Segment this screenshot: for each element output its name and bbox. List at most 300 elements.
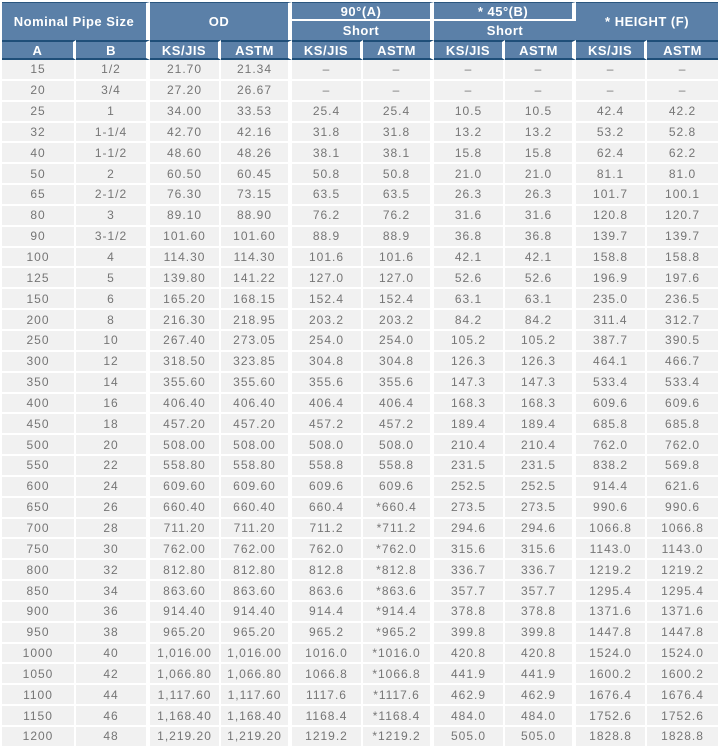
cell-od-ksjis: 101.60 [150, 227, 221, 248]
cell-45b-astm: – [505, 81, 576, 102]
cell-height-astm: 62.2 [647, 143, 718, 164]
cell-a: 100 [2, 248, 76, 269]
cell-90a-ksjis: 406.4 [292, 394, 363, 415]
cell-od-ksjis: 139.80 [150, 268, 221, 289]
cell-45b-astm: 13.2 [505, 123, 576, 144]
cell-a: 700 [2, 519, 76, 540]
cell-od-astm: 88.90 [221, 206, 292, 227]
cell-height-astm: 990.6 [647, 498, 718, 519]
cell-height-ksjis: 685.8 [576, 414, 647, 435]
table-row [2, 310, 718, 331]
cell-height-astm: 312.7 [647, 310, 718, 331]
cell-od-astm: 1,219.20 [221, 727, 292, 748]
cell-b: 2-1/2 [76, 185, 150, 206]
cell-height-astm: 52.8 [647, 123, 718, 144]
cell-90a-astm: *1016.0 [363, 644, 434, 665]
table-row [2, 519, 718, 540]
cell-height-astm: 1371.6 [647, 602, 718, 623]
cell-od-astm: 965.20 [221, 623, 292, 644]
cell-45b-astm: 484.0 [505, 706, 576, 727]
cell-45b-ksjis: 505.0 [434, 727, 505, 748]
cell-od-ksjis: 318.50 [150, 352, 221, 373]
subheader-90a-astm: ASTM [363, 40, 434, 60]
cell-height-astm: 1524.0 [647, 644, 718, 665]
cell-od-astm: 711.20 [221, 519, 292, 540]
cell-b: 1-1/4 [76, 123, 150, 144]
cell-45b-ksjis: 231.5 [434, 456, 505, 477]
cell-height-astm: 1600.2 [647, 664, 718, 685]
cell-height-astm: 236.5 [647, 289, 718, 310]
cell-height-ksjis: 1447.8 [576, 623, 647, 644]
cell-45b-ksjis: 336.7 [434, 560, 505, 581]
table-row [2, 102, 718, 123]
cell-a: 850 [2, 581, 76, 602]
cell-90a-ksjis: 76.2 [292, 206, 363, 227]
cell-od-astm: 42.16 [221, 123, 292, 144]
cell-b: 3/4 [76, 81, 150, 102]
table-row [2, 623, 718, 644]
cell-90a-ksjis: – [292, 60, 363, 81]
cell-45b-ksjis: 126.3 [434, 352, 505, 373]
cell-b: 34 [76, 581, 150, 602]
cell-45b-astm: 21.0 [505, 164, 576, 185]
cell-b: 3-1/2 [76, 227, 150, 248]
cell-90a-ksjis: 50.8 [292, 164, 363, 185]
cell-90a-astm: *812.8 [363, 560, 434, 581]
cell-height-astm: 569.8 [647, 456, 718, 477]
cell-90a-ksjis: 609.6 [292, 477, 363, 498]
cell-height-astm: 158.8 [647, 248, 718, 269]
cell-90a-astm: – [363, 60, 434, 81]
cell-od-astm: 48.26 [221, 143, 292, 164]
cell-height-ksjis: 533.4 [576, 373, 647, 394]
cell-height-astm: 390.5 [647, 331, 718, 352]
cell-45b-astm: 462.9 [505, 685, 576, 706]
header-group-row [2, 2, 718, 21]
table-row [2, 143, 718, 164]
cell-90a-astm: 406.4 [363, 394, 434, 415]
cell-b: 5 [76, 268, 150, 289]
cell-od-ksjis: 711.20 [150, 519, 221, 540]
cell-height-astm: 1828.8 [647, 727, 718, 748]
cell-a: 500 [2, 435, 76, 456]
cell-45b-ksjis: 36.8 [434, 227, 505, 248]
cell-45b-astm: 231.5 [505, 456, 576, 477]
table-row [2, 394, 718, 415]
cell-a: 1150 [2, 706, 76, 727]
cell-od-astm: 355.60 [221, 373, 292, 394]
cell-45b-astm: 505.0 [505, 727, 576, 748]
cell-a: 125 [2, 268, 76, 289]
cell-90a-ksjis: 203.2 [292, 310, 363, 331]
cell-height-ksjis: 235.0 [576, 289, 647, 310]
cell-od-ksjis: 406.40 [150, 394, 221, 415]
cell-od-astm: 60.45 [221, 164, 292, 185]
cell-od-astm: 26.67 [221, 81, 292, 102]
cell-a: 600 [2, 477, 76, 498]
cell-45b-ksjis: 21.0 [434, 164, 505, 185]
cell-45b-ksjis: 42.1 [434, 248, 505, 269]
cell-b: 1/2 [76, 60, 150, 81]
cell-od-ksjis: 457.20 [150, 414, 221, 435]
cell-od-ksjis: 1,016.00 [150, 644, 221, 665]
cell-b: 10 [76, 331, 150, 352]
cell-height-astm: 685.8 [647, 414, 718, 435]
cell-od-ksjis: 965.20 [150, 623, 221, 644]
table-row [2, 227, 718, 248]
cell-height-ksjis: 139.7 [576, 227, 647, 248]
cell-90a-ksjis: – [292, 81, 363, 102]
cell-90a-ksjis: 254.0 [292, 331, 363, 352]
cell-90a-astm: *914.4 [363, 602, 434, 623]
cell-90a-ksjis: 1219.2 [292, 727, 363, 748]
cell-a: 1000 [2, 644, 76, 665]
cell-a: 25 [2, 102, 76, 123]
cell-od-astm: 323.85 [221, 352, 292, 373]
cell-od-ksjis: 863.60 [150, 581, 221, 602]
cell-90a-astm: 558.8 [363, 456, 434, 477]
cell-od-astm: 21.34 [221, 60, 292, 81]
cell-b: 26 [76, 498, 150, 519]
cell-od-astm: 1,066.80 [221, 664, 292, 685]
pipe-dimensions-table [2, 2, 718, 748]
table-row [2, 435, 718, 456]
cell-a: 400 [2, 394, 76, 415]
cell-90a-astm: *1066.8 [363, 664, 434, 685]
cell-a: 20 [2, 81, 76, 102]
cell-45b-astm: 36.8 [505, 227, 576, 248]
cell-a: 300 [2, 352, 76, 373]
cell-height-astm: 621.6 [647, 477, 718, 498]
subheader-height-ksjis: KS/JIS [576, 40, 647, 60]
subheader-height-astm: ASTM [647, 40, 718, 60]
cell-90a-ksjis: 38.1 [292, 143, 363, 164]
cell-od-ksjis: 76.30 [150, 185, 221, 206]
header-height-f: * HEIGHT (F) [576, 2, 718, 40]
cell-45b-astm: 147.3 [505, 373, 576, 394]
cell-45b-astm: 315.6 [505, 539, 576, 560]
table-header [2, 2, 718, 60]
cell-45b-ksjis: 399.8 [434, 623, 505, 644]
cell-90a-ksjis: 1016.0 [292, 644, 363, 665]
table-row [2, 414, 718, 435]
cell-45b-astm: 210.4 [505, 435, 576, 456]
table-row [2, 352, 718, 373]
table-row [2, 581, 718, 602]
cell-b: 6 [76, 289, 150, 310]
cell-od-astm: 660.40 [221, 498, 292, 519]
cell-90a-astm: 88.9 [363, 227, 434, 248]
cell-od-astm: 762.00 [221, 539, 292, 560]
cell-90a-ksjis: 25.4 [292, 102, 363, 123]
cell-90a-astm: 457.2 [363, 414, 434, 435]
cell-height-astm: 1066.8 [647, 519, 718, 540]
cell-od-astm: 1,168.40 [221, 706, 292, 727]
cell-b: 20 [76, 435, 150, 456]
table-row [2, 706, 718, 727]
cell-height-astm: 466.7 [647, 352, 718, 373]
cell-45b-ksjis: 189.4 [434, 414, 505, 435]
cell-45b-ksjis: 441.9 [434, 664, 505, 685]
cell-45b-ksjis: 357.7 [434, 581, 505, 602]
cell-od-astm: 558.80 [221, 456, 292, 477]
cell-od-astm: 1,117.60 [221, 685, 292, 706]
cell-90a-astm: 127.0 [363, 268, 434, 289]
cell-b: 28 [76, 519, 150, 540]
cell-od-astm: 218.95 [221, 310, 292, 331]
cell-height-astm: 1752.6 [647, 706, 718, 727]
subheader-a: A [2, 40, 76, 60]
cell-a: 80 [2, 206, 76, 227]
cell-45b-astm: 52.6 [505, 268, 576, 289]
cell-height-astm: 197.6 [647, 268, 718, 289]
cell-90a-astm: 152.4 [363, 289, 434, 310]
cell-90a-astm: *660.4 [363, 498, 434, 519]
table-row [2, 602, 718, 623]
cell-a: 15 [2, 60, 76, 81]
cell-a: 1100 [2, 685, 76, 706]
cell-45b-astm: – [505, 60, 576, 81]
cell-b: 4 [76, 248, 150, 269]
table-row [2, 185, 718, 206]
cell-90a-ksjis: 1168.4 [292, 706, 363, 727]
cell-od-astm: 168.15 [221, 289, 292, 310]
cell-90a-ksjis: 304.8 [292, 352, 363, 373]
cell-height-astm: 762.0 [647, 435, 718, 456]
cell-height-ksjis: 1828.8 [576, 727, 647, 748]
cell-90a-astm: 50.8 [363, 164, 434, 185]
cell-b: 40 [76, 644, 150, 665]
cell-b: 42 [76, 664, 150, 685]
cell-height-ksjis: 838.2 [576, 456, 647, 477]
cell-90a-astm: *863.6 [363, 581, 434, 602]
cell-height-astm: 533.4 [647, 373, 718, 394]
cell-90a-ksjis: 660.4 [292, 498, 363, 519]
cell-od-ksjis: 355.60 [150, 373, 221, 394]
cell-45b-astm: 378.8 [505, 602, 576, 623]
cell-b: 36 [76, 602, 150, 623]
cell-height-ksjis: 1600.2 [576, 664, 647, 685]
cell-b: 32 [76, 560, 150, 581]
cell-45b-ksjis: 252.5 [434, 477, 505, 498]
cell-od-ksjis: 216.30 [150, 310, 221, 331]
cell-height-astm: 609.6 [647, 394, 718, 415]
cell-od-ksjis: 1,066.80 [150, 664, 221, 685]
cell-b: 14 [76, 373, 150, 394]
cell-a: 1050 [2, 664, 76, 685]
cell-a: 32 [2, 123, 76, 144]
header-45-b: * 45°(B) [434, 2, 576, 21]
cell-90a-astm: 25.4 [363, 102, 434, 123]
cell-90a-astm: 31.8 [363, 123, 434, 144]
cell-height-ksjis: 990.6 [576, 498, 647, 519]
cell-90a-ksjis: 914.4 [292, 602, 363, 623]
cell-90a-ksjis: 88.9 [292, 227, 363, 248]
cell-b: 1 [76, 102, 150, 123]
cell-od-ksjis: 660.40 [150, 498, 221, 519]
cell-b: 30 [76, 539, 150, 560]
cell-90a-ksjis: 1117.6 [292, 685, 363, 706]
cell-45b-astm: 441.9 [505, 664, 576, 685]
cell-90a-astm: *711.2 [363, 519, 434, 540]
cell-90a-astm: 304.8 [363, 352, 434, 373]
cell-90a-ksjis: 762.0 [292, 539, 363, 560]
cell-a: 40 [2, 143, 76, 164]
cell-height-ksjis: 609.6 [576, 394, 647, 415]
table-body [2, 60, 718, 748]
cell-od-ksjis: 609.60 [150, 477, 221, 498]
cell-90a-astm: 203.2 [363, 310, 434, 331]
cell-od-astm: 812.80 [221, 560, 292, 581]
cell-45b-astm: 42.1 [505, 248, 576, 269]
table-row [2, 664, 718, 685]
cell-45b-ksjis: 52.6 [434, 268, 505, 289]
table-row [2, 539, 718, 560]
cell-od-astm: 609.60 [221, 477, 292, 498]
cell-b: 1-1/2 [76, 143, 150, 164]
cell-od-ksjis: 42.70 [150, 123, 221, 144]
cell-45b-astm: 420.8 [505, 644, 576, 665]
cell-od-ksjis: 1,117.60 [150, 685, 221, 706]
cell-od-astm: 73.15 [221, 185, 292, 206]
cell-45b-ksjis: 15.8 [434, 143, 505, 164]
cell-od-astm: 457.20 [221, 414, 292, 435]
cell-45b-ksjis: 31.6 [434, 206, 505, 227]
cell-90a-ksjis: 31.8 [292, 123, 363, 144]
cell-a: 450 [2, 414, 76, 435]
cell-od-astm: 406.40 [221, 394, 292, 415]
cell-height-astm: 1295.4 [647, 581, 718, 602]
cell-height-ksjis: 62.4 [576, 143, 647, 164]
cell-90a-astm: 609.6 [363, 477, 434, 498]
cell-45b-astm: 105.2 [505, 331, 576, 352]
cell-od-ksjis: 27.20 [150, 81, 221, 102]
cell-90a-ksjis: 152.4 [292, 289, 363, 310]
cell-od-ksjis: 558.80 [150, 456, 221, 477]
cell-b: 3 [76, 206, 150, 227]
table-row [2, 331, 718, 352]
cell-height-astm: 1676.4 [647, 685, 718, 706]
cell-height-ksjis: 762.0 [576, 435, 647, 456]
cell-od-astm: 863.60 [221, 581, 292, 602]
cell-od-astm: 141.22 [221, 268, 292, 289]
cell-90a-ksjis: 965.2 [292, 623, 363, 644]
header-od: OD [150, 2, 292, 40]
table-row [2, 206, 718, 227]
cell-height-ksjis: 81.1 [576, 164, 647, 185]
table-row [2, 560, 718, 581]
cell-a: 150 [2, 289, 76, 310]
table-row [2, 248, 718, 269]
cell-a: 650 [2, 498, 76, 519]
subheader-45b-astm: ASTM [505, 40, 576, 60]
cell-90a-astm: *762.0 [363, 539, 434, 560]
cell-45b-ksjis: 147.3 [434, 373, 505, 394]
table-row [2, 268, 718, 289]
cell-height-astm: – [647, 81, 718, 102]
cell-90a-ksjis: 558.8 [292, 456, 363, 477]
cell-45b-astm: 357.7 [505, 581, 576, 602]
cell-45b-astm: 273.5 [505, 498, 576, 519]
cell-90a-ksjis: 711.2 [292, 519, 363, 540]
cell-45b-ksjis: 13.2 [434, 123, 505, 144]
cell-b: 46 [76, 706, 150, 727]
table-row [2, 164, 718, 185]
cell-a: 65 [2, 185, 76, 206]
cell-height-astm: – [647, 60, 718, 81]
subheader-od-astm: ASTM [221, 40, 292, 60]
cell-od-ksjis: 34.00 [150, 102, 221, 123]
cell-height-astm: 120.7 [647, 206, 718, 227]
cell-45b-ksjis: 273.5 [434, 498, 505, 519]
cell-45b-ksjis: 420.8 [434, 644, 505, 665]
cell-height-ksjis: 464.1 [576, 352, 647, 373]
cell-45b-astm: 10.5 [505, 102, 576, 123]
cell-90a-astm: 508.0 [363, 435, 434, 456]
cell-height-ksjis: 196.9 [576, 268, 647, 289]
cell-height-ksjis: 311.4 [576, 310, 647, 331]
header-45-b-short: Short [434, 21, 576, 40]
cell-a: 950 [2, 623, 76, 644]
cell-45b-ksjis: 84.2 [434, 310, 505, 331]
cell-height-ksjis: 42.4 [576, 102, 647, 123]
cell-height-astm: 100.1 [647, 185, 718, 206]
cell-height-ksjis: 101.7 [576, 185, 647, 206]
cell-b: 16 [76, 394, 150, 415]
cell-od-astm: 273.05 [221, 331, 292, 352]
cell-a: 800 [2, 560, 76, 581]
table-row [2, 477, 718, 498]
cell-90a-astm: 38.1 [363, 143, 434, 164]
cell-90a-ksjis: 63.5 [292, 185, 363, 206]
cell-90a-astm: 254.0 [363, 331, 434, 352]
cell-a: 250 [2, 331, 76, 352]
cell-od-ksjis: 21.70 [150, 60, 221, 81]
cell-od-astm: 33.53 [221, 102, 292, 123]
cell-height-ksjis: 1676.4 [576, 685, 647, 706]
cell-height-astm: 1219.2 [647, 560, 718, 581]
subheader-row [2, 40, 718, 60]
cell-45b-astm: 15.8 [505, 143, 576, 164]
cell-45b-astm: 252.5 [505, 477, 576, 498]
cell-90a-ksjis: 355.6 [292, 373, 363, 394]
subheader-od-ksjis: KS/JIS [150, 40, 221, 60]
cell-height-ksjis: 387.7 [576, 331, 647, 352]
cell-height-ksjis: 1524.0 [576, 644, 647, 665]
cell-od-ksjis: 812.80 [150, 560, 221, 581]
cell-b: 24 [76, 477, 150, 498]
cell-od-astm: 101.60 [221, 227, 292, 248]
cell-height-astm: 81.0 [647, 164, 718, 185]
cell-od-ksjis: 508.00 [150, 435, 221, 456]
cell-90a-astm: 76.2 [363, 206, 434, 227]
cell-od-ksjis: 914.40 [150, 602, 221, 623]
cell-height-astm: 1143.0 [647, 539, 718, 560]
cell-45b-ksjis: 26.3 [434, 185, 505, 206]
cell-b: 44 [76, 685, 150, 706]
cell-od-ksjis: 89.10 [150, 206, 221, 227]
cell-height-ksjis: 120.8 [576, 206, 647, 227]
cell-od-ksjis: 762.00 [150, 539, 221, 560]
cell-90a-astm: *1117.6 [363, 685, 434, 706]
cell-od-ksjis: 165.20 [150, 289, 221, 310]
table-row [2, 81, 718, 102]
subheader-b: B [76, 40, 150, 60]
cell-b: 8 [76, 310, 150, 331]
cell-height-ksjis: 914.4 [576, 477, 647, 498]
cell-od-ksjis: 60.50 [150, 164, 221, 185]
cell-od-astm: 508.00 [221, 435, 292, 456]
